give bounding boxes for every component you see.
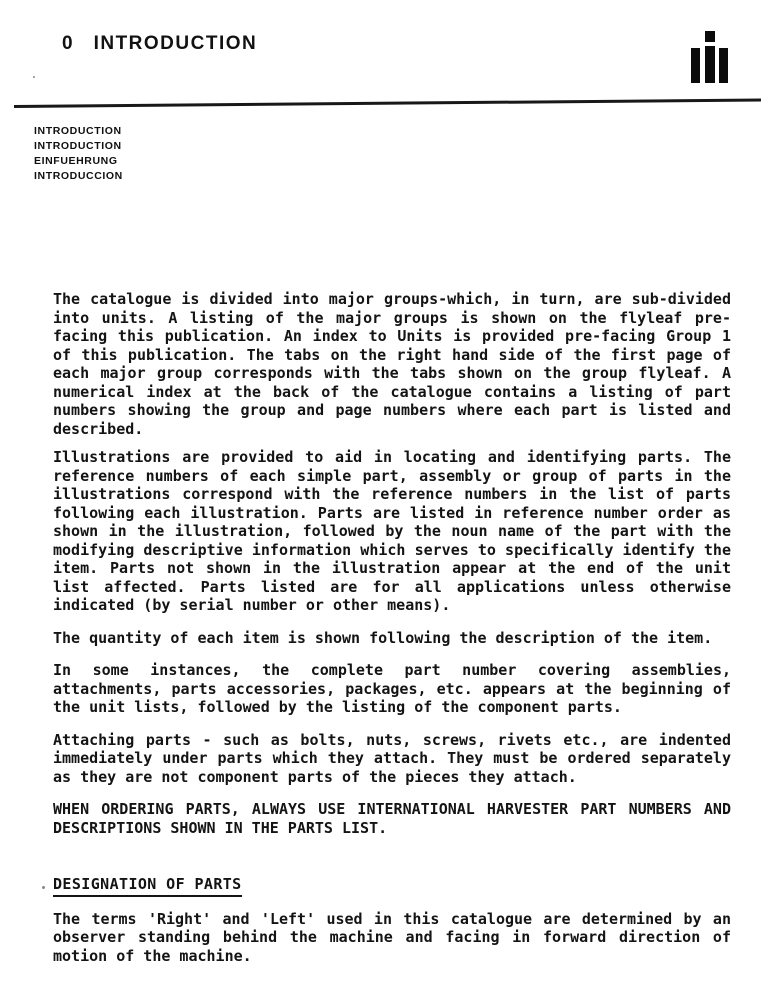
language-label-spanish: INTRODUCCION: [34, 170, 123, 182]
page-heading: [62, 33, 257, 55]
logo-left-bar: [691, 48, 700, 83]
paragraph-ordering-notice: WHEN ORDERING PARTS, ALWAYS USE INTERNATIONAL HARVESTER PART NUMBERS AND DESCRIPTIONS SHOWN IN THE PARTS LIST.: [53, 800, 731, 837]
paragraph-designation: The terms 'Right' and 'Left' used in this catalogue are determined by an observer standing behind the machine and facing in forward direction of motion of the machine.: [53, 909, 731, 965]
language-label-french: INTRODUCTION: [34, 140, 122, 152]
language-label-german: EINFUEHRUNG: [34, 155, 118, 167]
scan-artifact-dot: [33, 76, 35, 78]
logo-dot: [705, 31, 715, 42]
language-label-english: INTRODUCTION: [34, 125, 122, 137]
paragraph-illustrations: Illustrations are provided to aid in locating and identifying parts. The reference numbers of each simple part, assembly or group of parts in the illustrations correspond with the reference numbers in the list of parts following each illustration. Parts are listed in reference number order as shown in the illustration, followed by the noun name of the part with the modifying descriptive information which serves to specifically identify the item. Parts not shown in the illustration appear at the end of the unit list affected. Parts listed are for all applications unless otherwise indicated (by serial number or other means).: [53, 448, 731, 614]
paragraph-catalogue-structure: The catalogue is divided into major groups-which, in turn, are sub-divided into units. A listing of the major groups is shown on the flyleaf pre-facing this publication. An index to Units is provided pre-facing Group 1 of this publication. The tabs on the right hand side of the first page of each major group corresponds with the tabs shown on the group flyleaf. A numerical index at the back of the catalogue contains a listing of part numbers showing the group and page numbers where each part is listed and described.: [53, 290, 731, 438]
logo-stem: [705, 46, 715, 83]
scan-artifact-dot: [42, 886, 45, 889]
language-label-block: [34, 124, 772, 184]
body-text: [53, 290, 731, 965]
logo-right-bar: [719, 48, 728, 83]
section-heading-text: DESIGNATION OF PARTS: [53, 875, 242, 897]
section-heading-designation-of-parts: [53, 875, 731, 897]
header-rule: [14, 98, 761, 108]
paragraph-attaching-parts: Attaching parts - such as bolts, nuts, screws, rivets etc., are indented immediately under parts which they attach. They must be ordered separately as they are not component parts of the pieces they attach.: [53, 730, 731, 786]
paragraph-part-numbers: In some instances, the complete part number covering assemblies, attachments, parts accessories, packages, etc. appears at the beginning of the unit lists, followed by the listing of the component parts.: [53, 661, 731, 716]
paragraph-quantity: The quantity of each item is shown following the description of the item.: [53, 628, 713, 647]
international-harvester-logo-icon: [691, 31, 728, 83]
page-title: INTRODUCTION: [93, 33, 258, 54]
group-number: 0: [62, 33, 73, 54]
logo-middle-column: [705, 31, 715, 83]
page-header: [0, 0, 772, 83]
